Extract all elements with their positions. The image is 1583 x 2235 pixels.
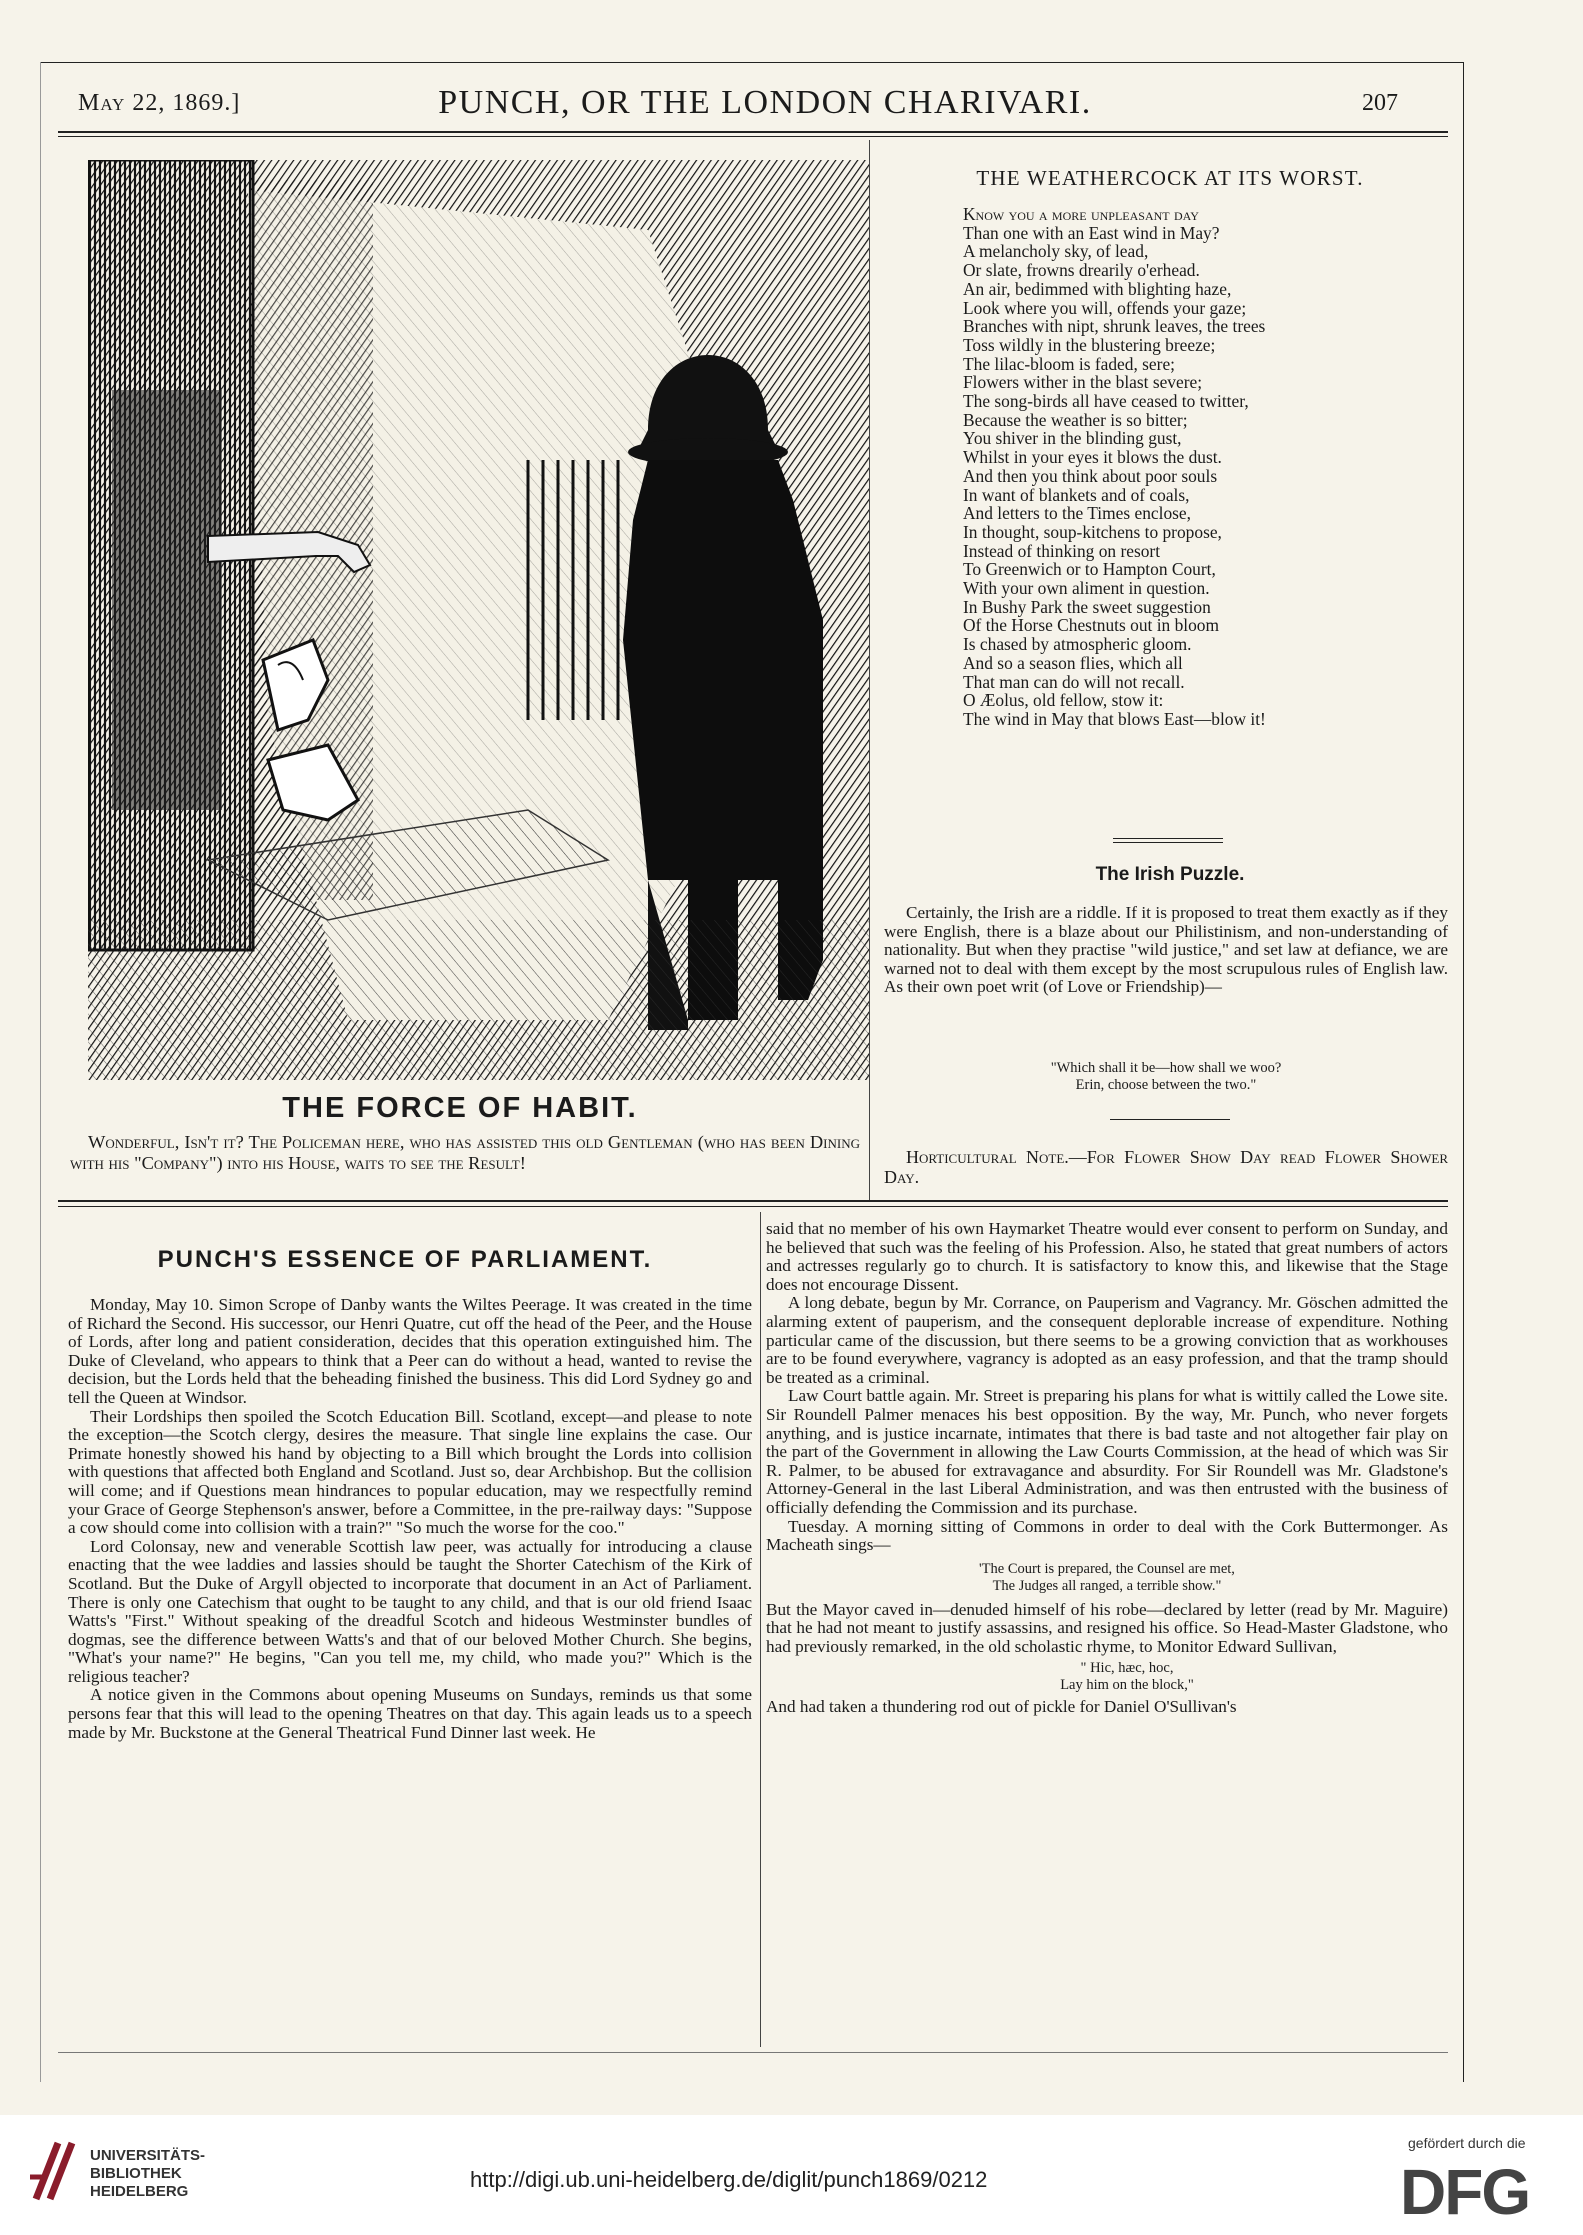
essence-paragraph: And had taken a thundering rod out of pickle for Daniel O'Sullivan's <box>766 1697 1237 1717</box>
poem-line: Or slate, frowns drearily o'erhead. <box>963 260 1200 281</box>
poem-line: Than one with an East wind in May? <box>963 222 1220 243</box>
library-name-line: HEIDELBERG <box>90 2183 189 2200</box>
essence-right-column <box>766 1220 1448 1717</box>
cartoon-caption: Wonderful, Isn't it? The Policeman here, who has assisted this old Gentleman (who has been Dining with his "Company") into his House, waits to see the Result! <box>70 1132 860 1173</box>
latin-quote <box>806 1660 1448 1694</box>
university-library-logo-icon <box>28 2137 82 2207</box>
quote-line: " Hic, hæc, hoc, <box>1080 1660 1174 1677</box>
top-column-divider <box>869 140 870 1200</box>
section-rule-thin <box>58 1206 1448 1207</box>
source-url-link[interactable]: http://digi.ub.uni-heidelberg.de/diglit/punch1869/0212 <box>470 2167 988 2192</box>
poem-line: Toss wildly in the blustering breeze; <box>963 334 1216 355</box>
essence-paragraph: said that no member of his own Haymarket Theatre would ever consent to perform on Sunday, and he believed that such was the feeling of his Profession. Also, he stated that great numbers of actors and actresses regularly go to church. It is satisfactory to know this, and likewise that the Stage does not encourage Dissent. <box>766 1219 1448 1294</box>
irish-puzzle-quote <box>884 1060 1448 1094</box>
poem-line: Flowers wither in the blast severe; <box>963 372 1203 393</box>
essence-left-column <box>68 1296 752 1742</box>
library-name-line: BIBLIOTHEK <box>90 2165 182 2182</box>
poem-line: The song-birds all have ceased to twitter, <box>963 391 1249 412</box>
essence-paragraph: Law Court battle again. Mr. Street is preparing his plans for what is wittily called the Lowe site. Sir Roundell Palmer menaces his best opposition. By the way, Mr. Punch, who never forgets anything, and is justice incarnate, intimates that there is bad taste and not altogether fair play on the part of the Government in allowing the Law Courts Commission, at the head of which was Sir R. Palmer, to be abused for extravagance and absurdity. For Sir Roundell was Mr. Gladstone's Attorney-General in the last Liberal Administration, and was then entrusted with the business of officially defending the Commission and its purchase. <box>766 1386 1448 1517</box>
separator-rule <box>1113 838 1223 839</box>
funded-by-label: gefördert durch die <box>1408 2135 1526 2151</box>
poem-title: THE WEATHERCOCK AT ITS WORST. <box>976 166 1364 190</box>
poem-line: In thought, soup-kitchens to propose, <box>963 521 1222 542</box>
poem-line: Instead of thinking on resort <box>963 540 1161 561</box>
poem-line: Is chased by atmospheric gloom. <box>963 634 1192 655</box>
bottom-rule <box>58 2052 1448 2053</box>
poem-line: The wind in May that blows East—blow it! <box>963 708 1266 729</box>
irish-puzzle-paragraph: Certainly, the Irish are a riddle. If it is proposed to treat them exactly as if they were English, there is a blaze about our Philistinism, and non-understanding of nationality. But when they practise "wild justice," and set law at defiance, we are warned not to deal with them except by the most scrupulous rules of English law. As their own poet writ (of Love or Friendship)— <box>884 903 1448 997</box>
dfg-logo: DFG <box>1400 2156 1530 2228</box>
cartoon-title: THE FORCE OF HABIT. <box>282 1092 638 1124</box>
poem-line: That man can do will not recall. <box>963 671 1185 692</box>
header-rule <box>58 131 1448 133</box>
top-frame-line <box>40 62 1464 63</box>
quote-line: Erin, choose between the two." <box>1075 1077 1257 1093</box>
essence-paragraph: A notice given in the Commons about opening Museums on Sundays, reminds us that some persons fear that this will lead to the opening Theatres on that day. This again leads us to a speech made by Mr. Buckstone at the General Theatrical Fund Dinner last week. He <box>68 1685 752 1742</box>
library-name-line: UNIVERSITÄTS- <box>90 2147 206 2164</box>
poem-line: Look where you will, offends your gaze; <box>963 297 1247 318</box>
essence-paragraph: Their Lordships then spoiled the Scotch Education Bill. Scotland, except—and please to note the exception—the Scotch clergy, desires the measure. That single line explains the case. Our Primate honestly showed his hand by objecting to a Bill which brought the Lords into collision with questions that affected both England and Scotland. Just so, dear Archbishop. But the collision will come; and if Questions mean hindrances to popular education, may we respectfully remind your Grace of George Stephenson's answer, before a Committee, in the pre-railway days: "Suppose a cow should come into collision with a train?" "So much the worse for the coo." <box>68 1406 752 1538</box>
poem-line: And then you think about poor souls <box>963 465 1218 486</box>
bottom-column-divider <box>760 1212 761 2047</box>
horticultural-note <box>884 1148 1448 1187</box>
irish-puzzle-text <box>884 904 1448 997</box>
essence-paragraph: But the Mayor caved in—denuded himself of his robe—declared by letter (read by Mr. Maguire) that he had not meant to justify assassins, and resigned his office. So Head-Master Gladstone, who had previously remarked, in the old scholastic rhyme, to Monitor Edward Sullivan, <box>766 1599 1448 1656</box>
poem-line: And letters to the Times enclose, <box>963 503 1191 524</box>
poem-line: In Bushy Park the sweet suggestion <box>963 596 1211 617</box>
poem-line: An air, bedimmed with blighting haze, <box>963 278 1232 299</box>
cartoon-illustration <box>88 160 870 1080</box>
poem-line: Whilst in your eyes it blows the dust. <box>963 447 1222 468</box>
essence-paragraph: Monday, May 10. Simon Scrope of Danby wants the Wiltes Peerage. It was created in the time of Richard the Second. His successor, our Henri Quatre, cut off the head of the Peer, and the House of Lords, after long and patient consideration, decides that this operation extinguished him. The Duke of Cleveland, who appears to think that a Peer can do without a head, wanted to revise the decision, but the Lords held that the beheading finished the business. This did Lord Sydney go and tell the Queen at Windsor. <box>68 1295 752 1407</box>
left-frame-line <box>40 62 41 2082</box>
poem-line: In want of blankets and of coals, <box>963 484 1190 505</box>
header-rule-thin <box>58 136 1448 137</box>
poem-line: Of the Horse Chestnuts out in bloom <box>963 615 1220 636</box>
header-date: May 22, 1869.] <box>78 90 241 116</box>
quote-line: Lay him on the block," <box>1060 1677 1194 1694</box>
digitization-footer <box>0 2115 1583 2235</box>
essence-paragraph: Tuesday. A morning sitting of Commons in order to deal with the Cork Buttermonger. As Macheath sings— <box>766 1516 1448 1555</box>
library-name <box>90 2147 205 2201</box>
irish-puzzle-title: The Irish Puzzle. <box>1095 864 1245 885</box>
poem-line: Know you a more unpleasant day <box>963 204 1199 224</box>
separator-rule <box>1113 842 1223 843</box>
poem-line: You shiver in the blinding gust, <box>963 428 1182 449</box>
poem-line: O Æolus, old fellow, stow it: <box>963 690 1164 711</box>
poem-line: With your own aliment in question. <box>963 578 1210 599</box>
poem-body <box>963 205 1433 729</box>
poem-line: The lilac-bloom is faded, sere; <box>963 353 1175 374</box>
macheath-quote <box>766 1561 1448 1595</box>
poem-line: Because the weather is so bitter; <box>963 409 1188 430</box>
header-page-number: 207 <box>1362 90 1398 116</box>
poem-line: Branches with nipt, shrunk leaves, the trees <box>963 316 1266 337</box>
poem-line: To Greenwich or to Hampton Court, <box>963 559 1216 580</box>
essence-paragraph: A long debate, begun by Mr. Corrance, on Pauperism and Vagrancy. Mr. Göschen admitted the alarming extent of pauperism, and the consequent deplorable increase of expenditure. Nothing particular came of the discussion, but there seems to be a growing conviction that as workhouses are to be found everywhere, vagrancy is adopted as an easy profession, and that the tramp should be treated as a criminal. <box>766 1293 1448 1387</box>
header-title: PUNCH, OR THE LONDON CHARIVARI. <box>438 84 1092 121</box>
quote-line: The Judges all ranged, a terrible show." <box>992 1577 1222 1594</box>
poem-line: And so a season flies, which all <box>963 652 1183 673</box>
quote-line: "Which shall it be—how shall we woo? <box>1050 1060 1282 1076</box>
essence-paragraph: Lord Colonsay, new and venerable Scottish law peer, was actually for introducing a clause enacting that the wee laddies and lassies should be taught the Shorter Catechism of the Kirk of Scotland. But the Duke of Argyll objected to incorporate that document in an Act of Parliament. There is only one Catechism that ought to be taught to any child, and that is our old friend Isaac Watts's "First." Without speaking of the dreadful Scotch and hideous Westminster bundles of dogmas, see the difference between Watts's and that of our beloved Mother Church. She begins, "What's your name?" He begins, "Can you tell me, my child, who made you?" Which is the religious teacher? <box>68 1536 752 1686</box>
poem-line: A melancholy sky, of lead, <box>963 241 1149 262</box>
right-frame-line <box>1463 62 1464 2082</box>
horticultural-note-text: Horticultural Note.—For Flower Show Day read Flower Shower Day. <box>884 1147 1448 1187</box>
separator-rule <box>1110 1119 1230 1120</box>
quote-line: 'The Court is prepared, the Counsel are met, <box>979 1560 1235 1577</box>
section-rule <box>58 1200 1448 1202</box>
essence-title: PUNCH'S ESSENCE OF PARLIAMENT. <box>157 1246 653 1273</box>
